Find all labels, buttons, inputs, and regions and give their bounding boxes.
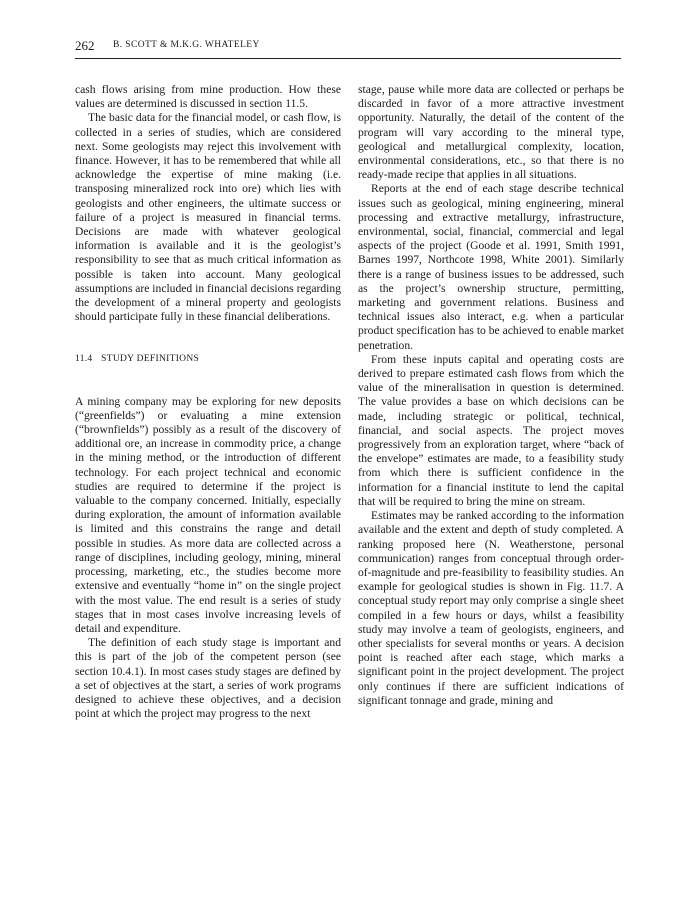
section-title: STUDY DEFINITIONS (101, 354, 200, 365)
header-rule (75, 58, 621, 59)
paragraph: Reports at the end of each stage describe technical issues such as geological, mining engineering, mineral processing and extractive metallurgy, infrastructure, environmental, social, financial, commercial and legal aspects of the project (Goode et al. 1991, Smith 1991, Barnes 1997, Northcote 1998, White 2001). Similarly there is a range of business issues to be addressed, such as the project’s ownership structure, permitting, marketing and government relations. Business and technical issues also interact, e.g. when a particular product specification has to be achieved to enable market penetration. (358, 182, 624, 352)
paragraph: cash flows arising from mine production. How these values are determined is discussed in section 11.5. (75, 83, 341, 111)
page-number: 262 (75, 38, 95, 53)
section-heading (75, 352, 341, 366)
page-header (75, 38, 621, 56)
paragraph: Estimates may be ranked according to the information available and the extent and depth of study completed. A ranking proposed here (N. Weatherstone, personal communication) ranges from conceptual through order-of-magnitude and pre-feasibility to feasibility studies. An example for geological studies is shown in Fig. 11.7. A conceptual study report may only comprise a single sheet compiled in a few hours or days, whilst a feasibility study may involve a team of geologists, engineers, and other specialists for several months or years. A decision point is reached after each stage, which marks a significant point in the project development. The project only continues if there are sufficient indications of significant tonnage and grade, mining and (358, 509, 624, 707)
running-head: B. SCOTT & M.K.G. WHATELEY (113, 40, 260, 50)
paragraph: The definition of each study stage is important and this is part of the job of the competent person (see section 10.4.1). In most cases study stages are defined by a set of objectives at the start, a series of work programs designed to achieve these objectives, and a decision point at which the project may progress to the next (75, 636, 341, 721)
paragraph: From these inputs capital and operating costs are derived to prepare estimated cash flows from which the value of the mineralisation in question is determined. The value provides a base on which decisions can be made, including strategic or political, technical, financial, and social aspects. The project moves progressively from an exploration target, where “back of the envelope” estimates are made, to a feasibility study from which there is sufficient confidence in the information for a financial institute to lend the capital that will be required to bring the mine on stream. (358, 352, 624, 508)
paragraph: A mining company may be exploring for new deposits (“greenfields”) or evaluating a mine extension (“brownfields”) possibly as a result of the discovery of additional ore, an increase in commodity price, a change in the mining method, or the introduction of different technology. For each project technical and economic studies are required to determine if the project is valuable to the company concerned. Initially, especially during exploration, the amount of information available is limited and this constrains the range and detail possible in studies. As more data are collected across a range of disciplines, including geology, mining, mineral processing, marketing, etc., the studies become more extensive and eventually “home in” on the single project with the most value. The end result is a series of study stages that in most cases involve increasing levels of detail and expenditure. (75, 394, 341, 635)
right-column (358, 83, 624, 708)
paragraph: stage, pause while more data are collected or perhaps be discarded in favor of a more attractive investment opportunity. Naturally, the detail of the content of the program will vary according to the mineral type, geological and metallurgical complexity, location, environmental considerations, etc., so that there is no ready-made recipe that applies in all situations. (358, 83, 624, 182)
paragraph: The basic data for the financial model, or cash flow, is collected in a series of studies, which are considered next. Some geologists may reject this involvement with finance. However, it has to be remembered that while all acknowledge the expertise of mine making (i.e. transposing mineralized rock into ore) which lies with geologists and other engineers, the ultimate success or failure of a project is measured in financial terms. Decisions are made with whatever geological information is available and it is the geologist’s responsibility to see that as much critical information as possible is taken into account. Many geological assumptions are included in financial decisions regarding the development of a mineral property and geologists should participate fully in these financial deliberations. (75, 111, 341, 324)
left-column (75, 83, 341, 721)
section-number: 11.4 (75, 354, 93, 365)
